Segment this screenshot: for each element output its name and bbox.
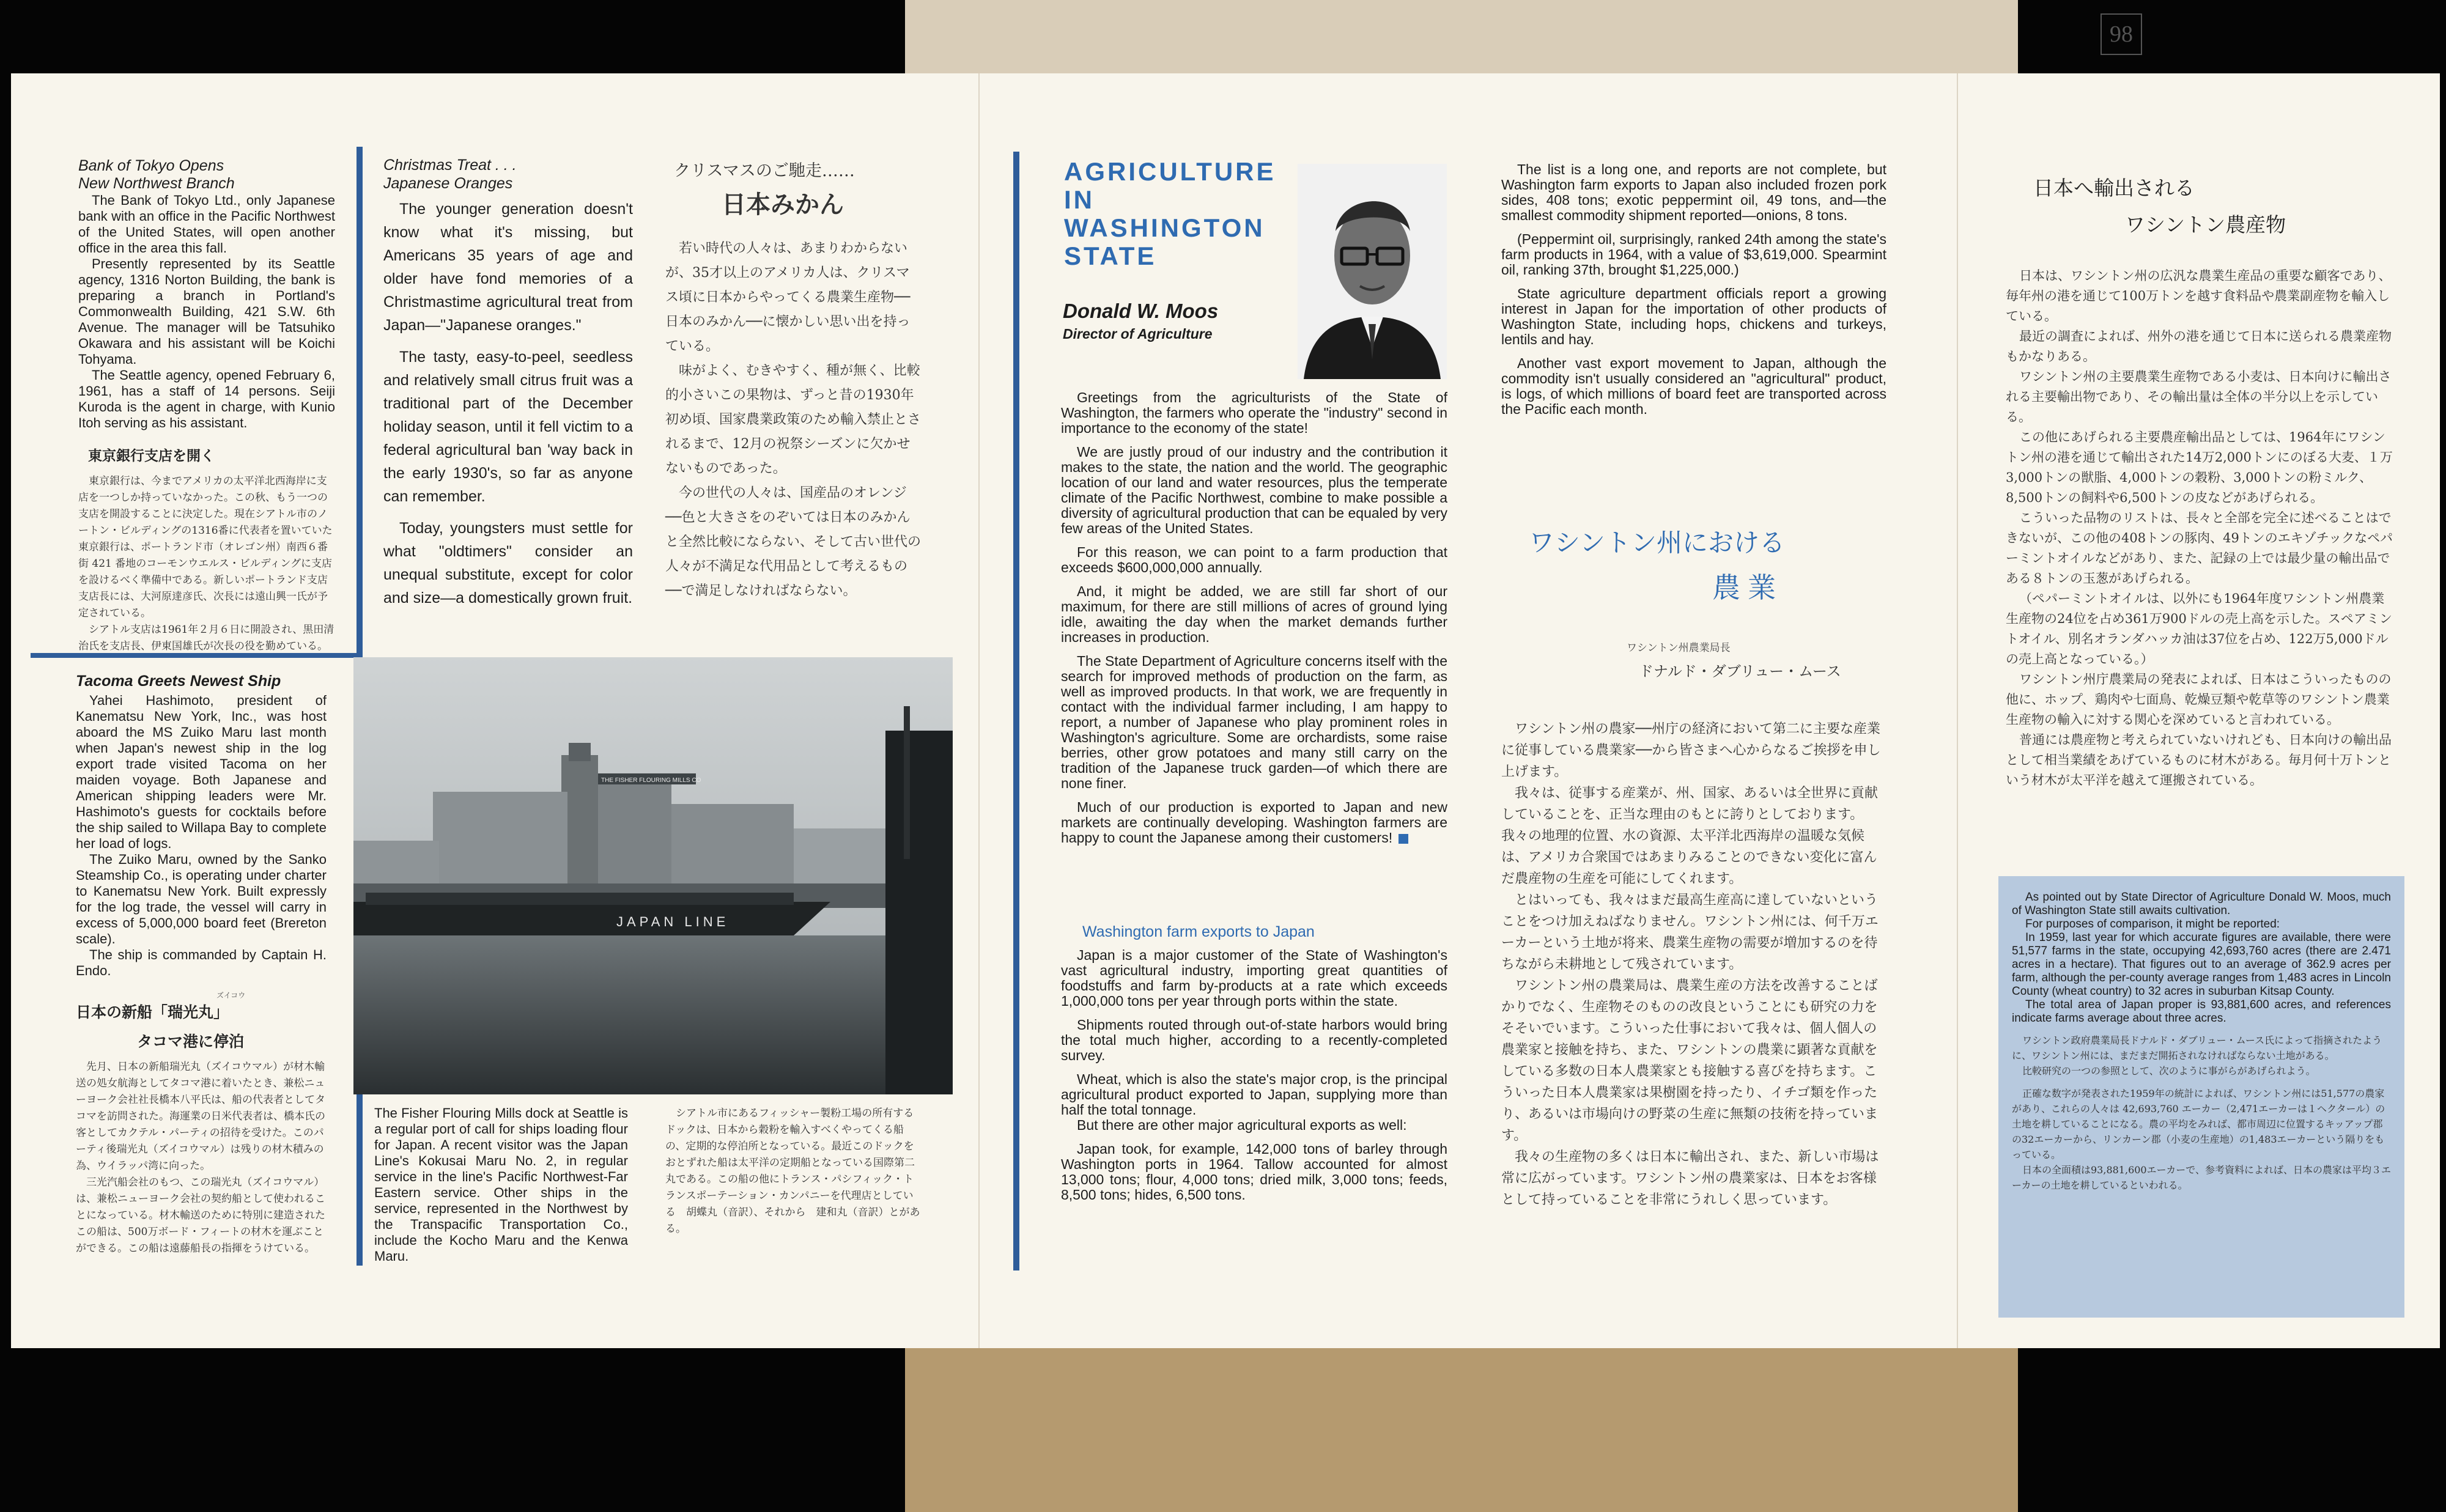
jp-exports-article	[2006, 266, 2396, 791]
jp-exports-paragraph: こういった品物のリストは、長々と全部を完全に述べることはできないが、この他の408トンの豚肉、49トンのエキゾチックなペパーミントオイルなどがあり、また、記録の上では最少量の輸出品である８トンの玉葱があげられる。	[2006, 511, 2393, 586]
agriculture-paragraph-text: Much of our production is exported to Japan and new markets are continually developing. Washington farmers are happy to count the Japanese among their customers!	[1061, 799, 1447, 846]
bank-jp-paragraph: 東京銀行は、今までアメリカの太平洋北西海岸に支店を一つしか持っていなかった。この秋、もう一つの支店を開設することに決定した。現在シアトル市のノートン・ビルディングの1316番に代表者を置いていた東京銀行は、ポートランド市（オレゴン州）南西６番街 421 番地のコーモンウエルス・ビルディングに支店を設けるべく準備中である。新しいポートランド支店支店長には、大河原達彦氏、次長には遠山興一氏が予定されている。	[78, 475, 333, 619]
mikan-paragraph: 若い時代の人々は、あまりわからないが、35才以上のアメリカ人は、クリスマス頃に日本からやってくる農業生産物──日本のみかん──に懐かしい思い出を持っている。	[665, 241, 911, 354]
agriculture-paragraph: Greetings from the agriculturists of the State of Washington, the farmers who operate the "industry" second in importance to the economy of the state!	[1061, 389, 1447, 436]
list-article	[1501, 162, 1886, 417]
list-paragraph: Another vast export movement to Japan, although the commodity isn't usually considered an "agricultural" product, is logs, of which millions of board feet are transported across the Pacific each month.	[1501, 355, 1886, 417]
farm-statistics-jp-paragraph: 比較研究の一つの参照として、次のように事がらがあげられよう。	[2022, 1065, 2316, 1077]
list-paragraph: (Peppermint oil, surprisingly, ranked 24th among the state's farm products in 1964, with a value of $3,619,000. Spearmint oil, ranking 37th, brought $1,225,000.)	[1501, 231, 1886, 278]
jp-exports-paragraph: 日本は、ワシントン州の広汎な農業生産品の重要な顧客であり、毎年州の港を通じて100万トンを越す食料品や農業副産物を輸入している。	[2006, 268, 2392, 323]
agriculture-title: AGRICULTURE IN WASHINGTON STATE	[1064, 157, 1276, 270]
farm-statistics-paragraph: The total area of Japan proper is 93,881,600 acres, and references indicate farms average about three acres.	[2012, 998, 2391, 1025]
jp-author-role: ワシントン州農業局長	[1627, 642, 1731, 654]
tacoma-jp-paragraph: 三光汽船会社のもつ、この瑞光丸（ズイコウマル）は、兼松ニューヨーク会社の契約船として使われることになっている。材木輸送のために特別に建造されたこの船は、500万ボード・フィートの材木を運ぶことができる。この船は遠藤船長の指揮をうけている。	[76, 1176, 325, 1255]
farm-statistics-jp-paragraph: ワシントン政府農業局長ドナルド・ダブリュー・ムース氏によって指摘されたように、ワシントン州には、まだまだ開拓されなければならない土地がある。	[2012, 1034, 2382, 1061]
farm-statistics-paragraph: For purposes of comparison, it might be reported:	[2025, 918, 2280, 931]
bank-heading: Bank of Tokyo Opens New Northwest Branch	[78, 157, 235, 192]
agriculture-paragraph	[1061, 800, 1447, 846]
christmas-paragraph: The tasty, easy-to-peel, seedless and relatively small citrus fruit was a traditional part of the December holiday season, until it fell victim to a federal agricultural ban 'way back in the early 1930's, so far as anyone can remember.	[383, 348, 633, 505]
exports-paragraph: Japan is a major customer of the State of Washington's vast agricultural industry, importing great quantities of foodstuffs and farm by-products at a rate which exceeds 1,000,000 tons per year through ports within the state.	[1061, 947, 1447, 1009]
farm-statistics-paragraph: In 1959, last year for which accurate figures are available, there were 51,577 farms in the state, occupying 42,693,760 acres (there are 2.471 acres in a hectare). That figures out to an average of 362.9 acres per farm, although the per-county average ranges from 1,483 acres in Lincoln County (wheat country) to 32 acres in suburban Kitsap County.	[2012, 931, 2391, 998]
column-rule	[1013, 152, 1019, 1270]
farm-statistics-box	[1998, 876, 2404, 1318]
ship-hull-lettering: JAPAN LINE	[616, 914, 730, 929]
photo-caption-en: The Fisher Flouring Mills dock at Seattle is a regular port of call for ships loading flour for Japan. A recent visitor was the Japan Line's Kokusai Maru No. 2, in regular service in the line's Pacific Northwest-Far Eastern service. Other ships in the service, represented in the Northwest by the Transpacific Transportation Co., include the Kocho Maru and the Kenwa Maru.	[374, 1105, 628, 1264]
author-name: Donald W. Moos	[1063, 300, 1219, 322]
author-portrait	[1298, 164, 1447, 379]
fold-line	[1957, 73, 1958, 1348]
building-sign: THE FISHER FLOURING MILLS CO	[601, 777, 701, 784]
jp-agriculture-paragraph: 我々は、従事する産業が、州、国家、あるいは全世界に貢献していることを、正当な理由のもとに誇りとしております。我々の地理的位置、水の資源、太平洋北西海岸の温暖な気候は、アメリカ合衆国ではあまりみることのできない変化に富んだ農産物の生産を可能にしてくれます。	[1501, 786, 1879, 887]
christmas-article	[383, 156, 633, 610]
jp-author-name: ドナルド・ダブリュー・ムース	[1639, 663, 1841, 680]
jp-agriculture-title: 農業	[1712, 571, 1783, 604]
farm-statistics-jp-paragraph: 日本の全面積は93,881,600エーカーで、参考資料によれば、日本の農家は平均３エーカーの土地を耕しているといわれる。	[2012, 1164, 2391, 1191]
farm-statistics-paragraph: As pointed out by State Director of Agriculture Donald W. Moos, much of Washington State still awaits cultivation.	[2012, 891, 2391, 917]
exports-subheading: Washington farm exports to Japan	[1082, 923, 1315, 940]
fold-line	[978, 73, 980, 1348]
jp-exports-paragraph: この他にあげられる主要農産輸出品としては、1964年にワシントン州の港を通じて輸出された14万2,000トンにのぼる大麦、１万3,000トンの獣脂、4,000トンの穀粉、3,000トンの粉ミルク、8,500トンの飼料や6,500トンの皮などがあげられる。	[2006, 430, 2393, 505]
tacoma-paragraph: The ship is commanded by Captain H. Endo.	[76, 947, 327, 978]
tacoma-paragraph: The Zuiko Maru, owned by the Sanko Steamship Co., is operating under charter to Kanematsu New York. Built expressly for the log trade, the vessel will carry in excess of 5,000,000 board feet (Brereton scale).	[76, 852, 327, 946]
jp-agriculture-paragraph: 我々の生産物の多くは日本に輸出され、また、新しい市場は常に広がっています。ワシントン州の農業家は、日本をお客様として持っていることを非常にうれしく思っています。	[1501, 1149, 1879, 1208]
tacoma-jp-paragraph: 先月、日本の新船瑞光丸（ズイコウマル）が材木輸送の処女航海としてタコマ港に着いたとき、兼松ニューヨーク会社社長橋本八平氏は、船の代表者としてタコマを訪問された。海運業の日米代表者は、橋本氏の客としてカクテル・パーティの招待を受けた。このパーティ後瑞光丸（ズイコウマル）は残りの材木積みの為、ウイラッパ湾に向った。	[76, 1061, 325, 1172]
list-paragraph: The list is a long one, and reports are not complete, but Washington farm exports to Japan also included frozen pork sides, 408 tons; exotic peppermint oil, 49 tons, and—the smallest commodity shipment reported—onions, 8 tons.	[1501, 161, 1886, 223]
exports-paragraph: But there are other major agricultural exports as well:	[1077, 1117, 1407, 1133]
mikan-paragraph: 今の世代の人々は、国産品のオレンジ──色と大きさをのぞいては日本のみかんと全然比較にならない、そして古い世代の人々が不満足な代用品として考えるもの──で満足しなければならない。	[665, 485, 922, 599]
agriculture-paragraph: And, it might be added, we are still far short of our maximum, for there are still millions of acres of ground lying idle, awaiting the day when the market demands further increases in production.	[1061, 583, 1447, 645]
end-mark-icon	[1399, 834, 1408, 844]
jp-exports-paragraph: ワシントン州の主要農業生産物である小麦は、日本向けに輸出される主要輸出物であり、その輸出量は全体の半分以上を示している。	[2006, 369, 2392, 424]
jp-agriculture-title: ワシントン州における	[1529, 528, 1785, 558]
bank-paragraph: The Seattle agency, opened February 6, 1961, has a staff of 14 persons. Seiji Kuroda is the agent in charge, with Kunio Itoh serving as his assistant.	[78, 367, 335, 430]
bank-article	[78, 157, 335, 655]
tacoma-jp-heading: 日本の新船「瑞光丸」	[76, 1003, 229, 1021]
bank-paragraph: The Bank of Tokyo Ltd., only Japanese bank with an office in the Pacific Northwest of the United States, will open another office in the area this fall.	[78, 193, 335, 256]
reference-mark: 98	[2101, 13, 2142, 55]
tacoma-heading: Tacoma Greets Newest Ship	[76, 673, 281, 690]
jp-exports-paragraph: （ペパーミントオイルは、以外にも1964年度ワシントン州農業生産物の24位を占め361万900ドルの売上高を示した。スペアミントオイル、別名オランダハッカ油は37位を占め、122万5,000ドルの売上高となっている。）	[2006, 591, 2392, 666]
exports-paragraph: Wheat, which is also the state's major crop, is the principal agricultural product exported to Japan, supplying more than half the total tonnage.	[1061, 1071, 1447, 1118]
jp-agriculture-paragraph: ワシントン州の農業局は、農業生産の方法を改善することばかりでなく、生産物そのものの改良ということにも研究の力をそそいでいます。こういった仕事において我々は、個人個人の農業家と接触を持ち、また、ワシントンの農業に顕著な貢献をしている多数の日本人農業家とも接触する喜びを持ちます。こういった日本人農業家は果樹園を持ったり、イチゴ類を作ったり、あるいは市場向けの野菜の生産に無類の技術を持っています。	[1501, 978, 1879, 1143]
jp-exports-paragraph: 普通には農産物と考えられていないけれども、日本向けの輸出品として相当業績をあげているものに材木がある。毎月何十万トンという材木が太平洋を越えて運搬されている。	[2006, 732, 2392, 787]
harbor-photo	[353, 657, 953, 1094]
mikan-large-heading: 日本みかん	[722, 190, 844, 219]
christmas-paragraph: The younger generation doesn't know what it's missing, but Americans 35 years of age and older have fond memories of a Christmastime agricultural treat from Japan—"Japanese oranges."	[383, 201, 633, 334]
jp-agriculture-article	[1501, 718, 1886, 1211]
mikan-paragraph: 味がよく、むきやすく、種が無く、比較的小さいこの果物は、ずっと昔の1930年初め頃、国家農業政策のため輸入禁止とされるまで、12月の祝祭シーズンに欠かせないものであった。	[665, 363, 922, 476]
bank-paragraph: Presently represented by its Seattle agency, 1316 Norton Building, the bank is preparing a branch in Portland's Commonwealth Building, 421 S.W. 6th Avenue. The manager will be Tatsuhiko Okawara and his assistant will be Koichi Tohyama.	[78, 256, 335, 367]
jp-exports-title: ワシントン農産物	[2125, 213, 2286, 237]
photo-caption-en-block	[374, 1105, 628, 1264]
mikan-article	[665, 160, 922, 603]
jp-exports-title: 日本へ輸出される	[2033, 176, 2195, 200]
photo-caption-jp: シアトル市にあるフィッシャー製粉工場の所有するドックは、日本から穀粉を輸入すべくやってくる船の、定期的な停泊所となっている。最近このドックをおとずれた船は太平洋の定期船となっている国際第二丸である。この船の他にトランス・パシフィック・トランスポーテーション・カンパニーを代理店としている 胡蝶丸（音訳）、それから 建和丸（音訳）とがある。	[665, 1107, 920, 1235]
agriculture-article	[1061, 390, 1447, 846]
ruby-reading: ズイコウ	[216, 991, 246, 1000]
bank-jp-paragraph: シアトル支店は1961年２月６日に開設され、黒田清治氏を支店長、伊東国雄氏が次長の役を勤めている。	[78, 624, 334, 652]
agriculture-paragraph: For this reason, we can point to a farm production that exceeds $600,000,000 annually.	[1061, 544, 1447, 575]
photo-caption-jp-block	[665, 1105, 922, 1237]
author-role: Director of Agriculture	[1063, 326, 1213, 342]
christmas-paragraph: Today, youngsters must settle for what "oldtimers" consider an unequal substitute, except for color and size—a domestically grown fruit.	[383, 520, 633, 607]
agriculture-paragraph: The State Department of Agriculture concerns itself with the search for improved methods of production on the farm, as well as improved products. In that work, we are frequently in contact with the individual farmer including, I am happy to report, a number of Japanese who play prominent roles in Washington's agriculture. Some are orchardists, some raise berries, other grow potatoes and many still carry on the tradition of the Japanese truck garden—of which there are none finer.	[1061, 653, 1447, 791]
agriculture-paragraph: We are justly proud of our industry and the contribution it makes to the state, the nation and the world. The geographic location of our land and water resources, plus the temperate climate of the Pacific Northwest, combine to make possible a diversity of agricultural production that can be equaled by very few areas of the United States.	[1061, 444, 1447, 536]
list-paragraph: State agriculture department officials report a growing interest in Japan for the importation of other products of Washington State, including hops, chickens and turkeys, lentils and hay.	[1501, 286, 1886, 347]
jp-exports-paragraph: ワシントン州庁農業局の発表によれば、日本はこういったものの他に、ホップ、鶏肉や七面鳥、乾燥豆類や乾草等のワシントン農業生産物の輸入に対する関心を深めていると言われている。	[2006, 672, 2392, 727]
exports-paragraph: Shipments routed through out-of-state harbors would bring the total much higher, according to a recently-completed survey.	[1061, 1017, 1447, 1063]
tacoma-article	[76, 673, 327, 1257]
tacoma-jp-heading: タコマ港に停泊	[137, 1033, 245, 1050]
jp-agriculture-paragraph: とはいっても、我々はまだ最高生産高に達していないということをつけ加えねばなりません。ワシントン州には、何千万エーカーという土地が将来、農業生産物の需要が増加するのを待ちながら未耕地として残されています。	[1501, 893, 1879, 972]
backing-board-edge	[905, 0, 2018, 79]
christmas-heading: Christmas Treat . . . Japanese Oranges	[383, 157, 517, 192]
jp-agriculture-paragraph: ワシントン州の農家──州庁の経済において第二に主要な産業に従事している農業家──から皆さまへ心からなるご挨拶を申し上げます。	[1501, 721, 1881, 780]
tacoma-paragraph: Yahei Hashimoto, president of Kanematsu New York, Inc., was host aboard the MS Zuiko Maru last month when Japan's newest ship in the log export trade visited Tacoma on her maiden voyage. Both Japanese and American shipping leaders were Mr. Hashimoto's guests for cocktails before the ship sailed to Willapa Bay to complete her load of logs.	[76, 693, 327, 851]
exports-paragraph: Japan took, for example, 142,000 tons of barley through Washington ports in 1964. Tallow accounted for almost 13,000 tons; flour, 4,000 tons; dried milk, 3,000 tons; feeds, 8,500 tons; hides, 6,500 tons.	[1061, 1141, 1447, 1203]
farm-statistics-jp-paragraph: 正確な数字が発表された1959年の統計によれば、ワシントン州には51,577の農家があり、これらの人々は 42,693,760 エーカー（2,471エーカーは１ヘクタール）の土地を耕していることになる。農の平均をみれば、都市周辺に位置するキッアップ郡の32エーカーから、リンカーン郡（小麦の生産地）の1,483エーカーという隔りをもっている。	[2012, 1088, 2385, 1160]
mikan-small-heading: クリスマスのご馳走……	[674, 161, 855, 180]
jp-exports-paragraph: 最近の調査によれば、州外の港を通じて日本に送られる農業産物もかなりある。	[2006, 329, 2392, 364]
exports-article	[1061, 948, 1447, 1203]
bank-jp-heading: 東京銀行支店を開く	[88, 448, 215, 464]
